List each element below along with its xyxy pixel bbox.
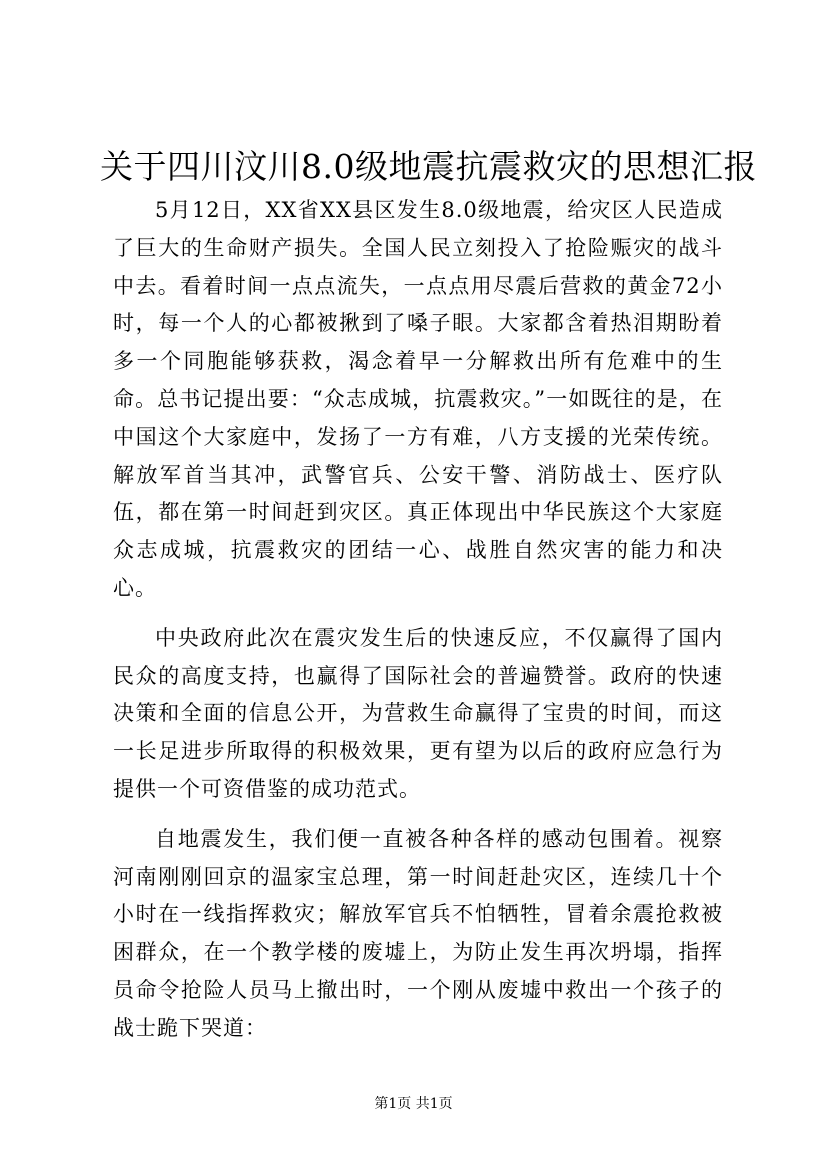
paragraph-1: 5月12日，XX省XX县区发生8.0级地震，给灾区人民造成了巨大的生命财产损失。全国人民立刻投入了抢险赈灾的战斗中去。看着时间一点点流失，一点点用尽震后营救的黄金72小时，每一个人的心都被揪到了嗓子眼。大家都含着热泪期盼着多一个同胞能够获救，渴念着早一分解救出所有危难中的生命。总书记提出要：“众志成城，抗震救灾。”一如既往的是，在中国这个大家庭中，发扬了一方有难，八方支援的光荣传统。解放军首当其冲，武警官兵、公安干警、消防战士、医疗队伍，都在第一时间赶到灾区。真正体现出中华民族这个大家庭众志成城，抗震救灾的团结一心、战胜自然灾害的能力和决心。 <box>113 198 723 600</box>
document-title: 关于四川汶川8.0级地震抗震救灾的思想汇报 <box>100 147 757 186</box>
document-body <box>113 192 723 1060</box>
paragraph-3: 自地震发生，我们便一直被各种各样的感动包围着。视察河南刚刚回京的温家宝总理，第一时间赶赴灾区，连续几十个小时在一线指挥救灾；解放军官兵不怕牺牲，冒着余震抢救被困群众，在一个教学楼的废墟上，为防止发生再次坍塌，指挥员命令抢险人员马上撤出时，一个刚从废墟中救出一个孩子的战士跪下哭道： <box>113 826 723 1040</box>
page-footer: 第1页 共1页 <box>374 1096 453 1112</box>
paragraph-2: 中央政府此次在震灾发生后的快速反应，不仅赢得了国内民众的高度支持，也赢得了国际社会的普遍赞誉。政府的快速决策和全面的信息公开，为营救生命赢得了宝贵的时间，而这一长足进步所取得的积极效果，更有望为以后的政府应急行为提供一个可资借鉴的成功范式。 <box>113 625 723 801</box>
